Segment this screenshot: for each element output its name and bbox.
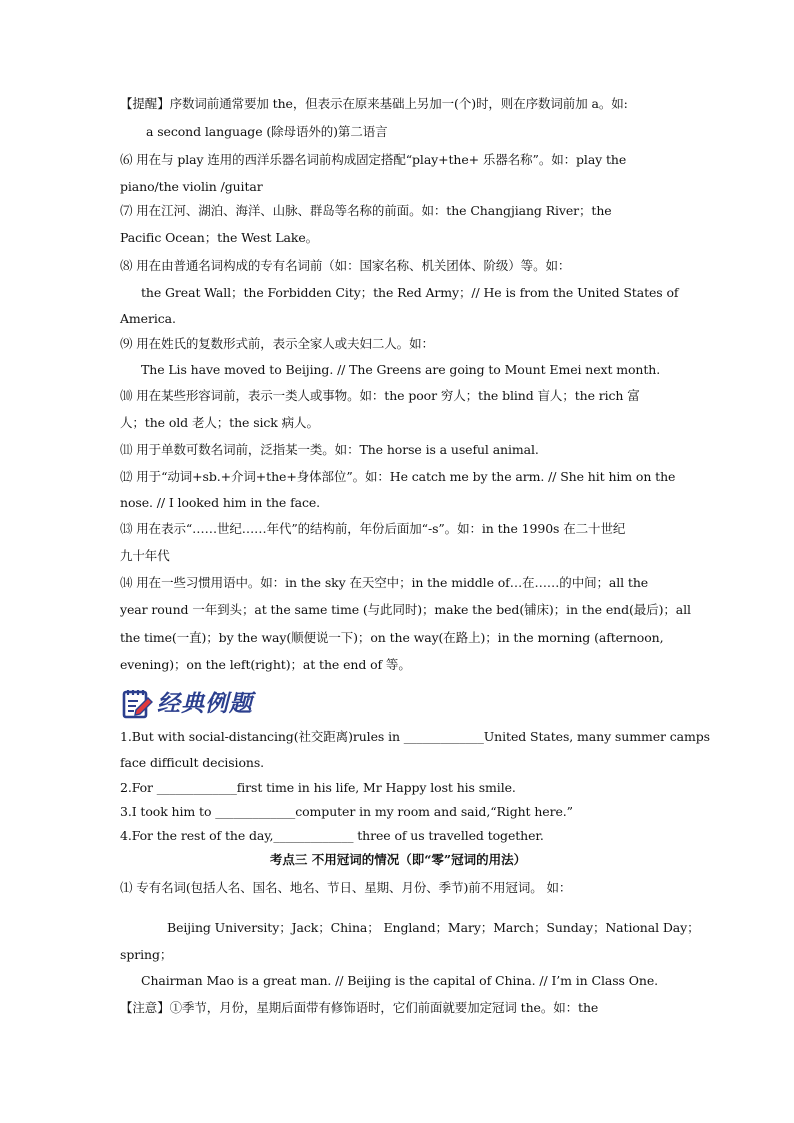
rule-7-continuation: Pacific Ocean；the West Lake。 bbox=[120, 230, 319, 245]
rule-9-example: The Lis have moved to Beijing. // The Greens are going to Mount Emei next month. bbox=[141, 362, 661, 377]
exercise-1-continuation: face difficult decisions. bbox=[120, 755, 265, 770]
exercise-3: 3.I took him to _____________computer in my room and said,“Right here.” bbox=[120, 804, 573, 819]
exercise-2: 2.For _____________first time in his life, Mr Happy lost his smile. bbox=[120, 780, 516, 795]
rule-8-continuation: America. bbox=[120, 311, 176, 326]
rule-13-continuation: 九十年代 bbox=[120, 548, 170, 563]
zero-article-examples: Beijing University；Jack；China； England；Mary；March；Sunday；National Day； bbox=[167, 920, 700, 935]
rule-12-line: ⑿ 用于“动词+sb.+介词+the+身体部位”。如：He catch me by the arm. // She hit him on the bbox=[120, 469, 676, 484]
rule-10-continuation: 人；the old 老人；the sick 病人。 bbox=[120, 415, 319, 430]
section-header bbox=[121, 685, 321, 723]
zero-article-rule-1: ⑴ 专有名词(包括人名、国名、地名、节日、星期、月份、季节)前不用冠词。 如： bbox=[120, 880, 572, 895]
exercise-1: 1.But with social-distancing(社交距离)rules in _____________United States, many summer camps bbox=[120, 729, 710, 744]
reminder-line: 【提醒】序数词前通常要加 the，但表示在原来基础上另加一(个)时，则在序数词前加 a。如: bbox=[120, 96, 628, 111]
rule-8-example: the Great Wall；the Forbidden City；the Red Army；// He is from the United States of bbox=[141, 285, 679, 300]
pencil-notebook-icon bbox=[121, 688, 153, 720]
zero-article-sentence-examples: Chairman Mao is a great man. // Beijing is the capital of China. // I’m in Class One. bbox=[141, 973, 658, 988]
kaodian-heading: 考点三 不用冠词的情况（即“零”冠词的用法） bbox=[269, 852, 527, 867]
example-line: a second language (除母语外的)第二语言 bbox=[146, 124, 388, 139]
section-title: 经典例题 bbox=[157, 691, 253, 717]
rule-11-line: ⑾ 用于单数可数名词前，泛指某一类。如：The horse is a useful animal. bbox=[120, 442, 539, 457]
note-line: 【注意】①季节，月份，星期后面带有修饰语时，它们前面就要加定冠词 the。如：the bbox=[120, 1000, 599, 1015]
rule-14-line-2: year round 一年到头；at the same time (与此同时)；make the bed(铺床)；in the end(最后)；all bbox=[120, 602, 691, 617]
zero-article-examples-continuation: spring； bbox=[120, 947, 173, 962]
rule-14-line-3: the time(一直)；by the way(顺便说一下)；on the way(在路上)；in the morning (afternoon, bbox=[120, 630, 664, 645]
rule-14-line: ⒁ 用在一些习惯用语中。如：in the sky 在天空中；in the middle of…在……的中间；all the bbox=[120, 575, 649, 590]
rule-8-line: ⑻ 用在由普通名词构成的专有名词前（如：国家名称、机关团体、阶级）等。如： bbox=[120, 258, 571, 273]
rule-12-continuation: nose. // I looked him in the face. bbox=[120, 495, 321, 510]
rule-9-line: ⑼ 用在姓氏的复数形式前，表示全家人或夫妇二人。如： bbox=[120, 336, 434, 351]
rule-7-line: ⑺ 用在江河、湖泊、海洋、山脉、群岛等名称的前面。如：the Changjiang River；the bbox=[120, 203, 612, 218]
rule-10-line: ⑽ 用在某些形容词前，表示一类人或事物。如：the poor 穷人；the blind 盲人；the rich 富 bbox=[120, 388, 640, 403]
rule-13-line: ⒀ 用在表示“……世纪……年代”的结构前，年份后面加“-s”。如：in the 1990s 在二十世纪 bbox=[120, 521, 626, 536]
exercise-4: 4.For the rest of the day,_____________ three of us travelled together. bbox=[120, 828, 544, 843]
rule-6-line: ⑹ 用在与 play 连用的西洋乐器名词前构成固定搭配“play+the+ 乐器名称”。如：play the bbox=[120, 152, 627, 167]
rule-14-line-4: evening)；on the left(right)；at the end of 等。 bbox=[120, 657, 411, 672]
rule-6-continuation: piano/the violin /guitar bbox=[120, 179, 263, 194]
